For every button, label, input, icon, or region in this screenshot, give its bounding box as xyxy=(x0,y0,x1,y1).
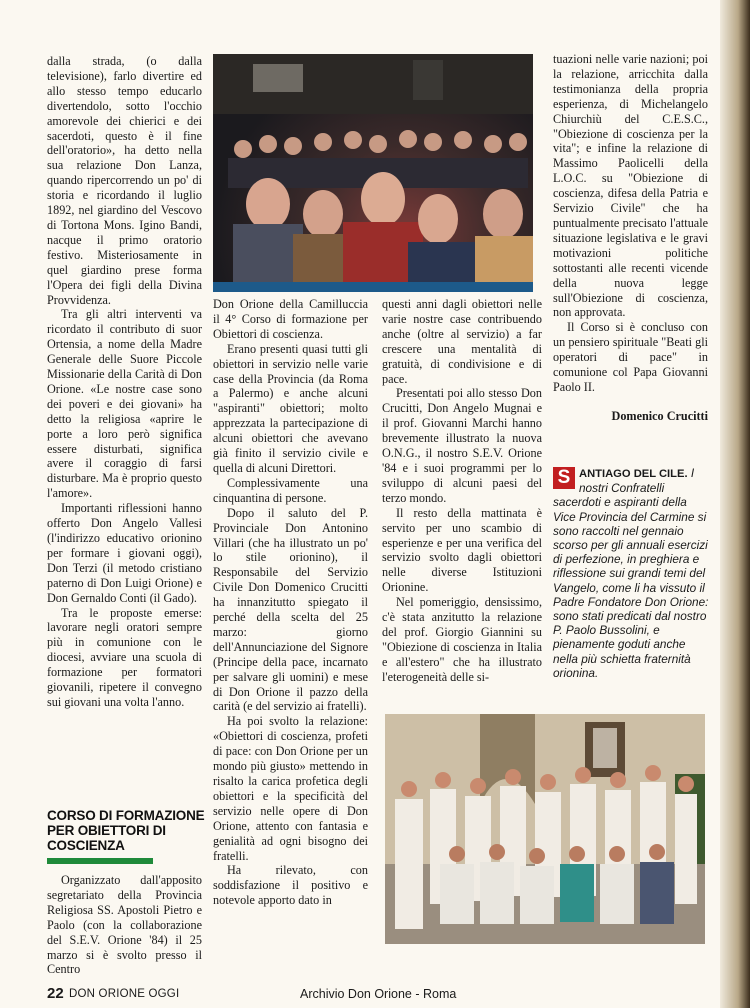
paragraph: Complessivamente una cinquantina di persone. xyxy=(213,475,368,505)
drop-cap: S xyxy=(553,467,575,489)
archive-credit: Archivio Don Orione - Roma xyxy=(300,987,457,1001)
paragraph: tuazioni nelle varie nazioni; poi la relazione, arricchita dalla testimonianza della propria esperienza, di Michelangelo Chiurchiù del C.E.S.C., "Obiezione di coscienza per la vita"; e infine la relazione di Massimo Paolicelli della L.O.C. su "Obiezione di coscienza, difesa della Patria e Servizio Civile" che ha puntualmente precisato l'attuale situazione legislativa e le gravi motivazioni politiche sottostanti alle recenti vicende della nuova legge sull'Obiezione di coscienza, non approvata. xyxy=(553,52,708,320)
paragraph: Dopo il saluto del P. Provinciale Don Antonino Villari (che ha illustrato un po' lo stile orionino), il Responsabile del Servizio Civile Don Domenico Crucitti ha innanzitutto spiegato il perché della scelta del 25 marzo: giorno dell'Annunciazione del Signore (Principe della pace, incarnato per salvare gli uomini) e mese di Don Orione il pazzo della carità (e del servizio ai fratelli). xyxy=(213,505,368,714)
author-signature: Domenico Crucitti xyxy=(611,409,708,423)
article-column-1 xyxy=(47,54,202,710)
magazine-name: DON ORIONE OGGI xyxy=(69,988,180,1000)
audience-photo-illustration xyxy=(213,54,533,292)
article-column-4 xyxy=(553,52,708,395)
audience-photo xyxy=(213,54,533,292)
paragraph: Ha rilevato, con soddisfazione il positivo e notevole apporto dato in xyxy=(213,863,368,908)
santiago-caption xyxy=(553,466,711,680)
paragraph: Ha poi svolto la relazione: «Obiettori di coscienza, profeti di pace: con Don Orione per un mondo più giusto» mettendo in risalto la carica profetica degli obiettori e la specificità del servizio nelle opere di Don Orione, attento con fantasia e genialità ad ogni bisogno dei fratelli. xyxy=(213,714,368,863)
group-photo-illustration xyxy=(385,714,705,944)
page-number: 22 xyxy=(47,985,64,1002)
caption-text: I nostri Confratelli sacerdoti e aspiranti della Vice Provincia del Carmine si sono raccolti nel gennaio scorso per gli annuali esercizi di perfezione, in preghiera e riflessione sui grandi temi del Vangelo, come li ha vissuto il Padre Fondatore Don Orione: sono stati predicati dal nostro P. Paolo Bussolini, e pienamente goduti anche nella più schietta fraternità orionina. xyxy=(553,466,709,680)
paragraph: Il resto della mattinata è servito per uno scambio di esperienze e per una verifica del servizio svolto dagli obiettori nelle diverse Istituzioni Orionine. xyxy=(382,505,542,595)
page-binding-edge xyxy=(720,0,750,1008)
paragraph: Presentati poi allo stesso Don Crucitti, Don Angelo Mugnai e il prof. Giovanni Marchi hanno brevemente illustrato la nuova O.N.G., il nostro S.E.V. Orione '84 e i suoi programmi per lo sviluppo di alcuni paesi del terzo mondo. xyxy=(382,386,542,505)
article-column-2 xyxy=(213,297,368,908)
paragraph: Don Orione della Camilluccia il 4° Corso di formazione per Obiettori di coscienza. xyxy=(213,297,368,341)
heading-underline xyxy=(47,858,153,864)
section-heading: CORSO DI FORMAZIONE PER OBIETTORI DI COSCIENZA xyxy=(47,808,205,853)
paragraph: dalla strada, (o dalla televisione), farlo divertire ed allo stesso tempo educarlo divertendolo, sotto l'occhio amorevole dei chierici e dei sacerdoti, questo è il fine dell'oratorio», ha detto nella sua relazione Don Lanza, quando ripercorrendo un po' di storia e ricordando il luglio 1892, nel giardino del Vescovo di Tortona Mons. Igino Bandi, nacque il primo oratorio festivo. Misteriosamente in quel giardino prese forma l'Opera dei figli della Divina Provvidenza. xyxy=(47,54,202,307)
article-column-1b xyxy=(47,873,202,977)
paragraph: Tra le proposte emerse: lavorare negli oratori sempre più in comunione con le diocesi, avviare una scuola di formazione per formatori giovanili, ripetere il convegno sui giovani una volta l'anno. xyxy=(47,605,202,709)
group-photo xyxy=(385,714,705,944)
paragraph: Il Corso si è concluso con un pensiero spirituale "Beati gli operatori di pace" in comunione col Papa Giovanni Paolo II. xyxy=(553,320,708,394)
paragraph: Organizzato dall'apposito segretariato della Provincia Religiosa SS. Apostoli Pietro e Paolo (con la collaborazione del S.E.V. Orione '84) il 25 marzo si è svolto presso il Centro xyxy=(47,873,202,977)
article-column-3 xyxy=(382,297,542,685)
caption-lead: ANTIAGO DEL CILE. xyxy=(579,468,688,480)
paragraph: Erano presenti quasi tutti gli obiettori in servizio nelle varie case della Provincia (da Roma a Palermo) e anche alcuni "aspiranti" obiettori; molto apprezzata la partecipazione di alcuni obiettori che avevano già finito il servizio civile e quella di alcuni Direttori. xyxy=(213,341,368,475)
paragraph: Nel pomeriggio, densissimo, c'è stata anzitutto la relazione del prof. Giorgio Giannini su "Obiezione di coscienza in Italia e all'estero" che ha illustrato l'eterogeneità delle si- xyxy=(382,595,542,684)
paragraph: questi anni dagli obiettori nelle varie nostre case contribuendo anche (oltre al servizio) a far crescere una mentalità di gratuità, di condivisione e di pace. xyxy=(382,297,542,386)
paragraph: Importanti riflessioni hanno offerto Don Angelo Vallesi (l'indirizzo educativo orionino per formare i giovani oggi), Don Terzi (il metodo cristiano paterno di Don Luigi Orione) e Don Gernaldo Conti (il Gado). xyxy=(47,501,202,605)
paragraph: Tra gli altri interventi va ricordato il contributo di suor Ortensia, a nome della Madre Generale delle Suore Piccole Missionarie della Carità di Don Orione. «Le nostre case sono dei poveri e dei giovani» ha detto la religiosa «aprire le porte a loro però significa essere disturbati, significa avere il coraggio di farsi disturbare. Ma è proprio questo l'amore». xyxy=(47,307,202,501)
